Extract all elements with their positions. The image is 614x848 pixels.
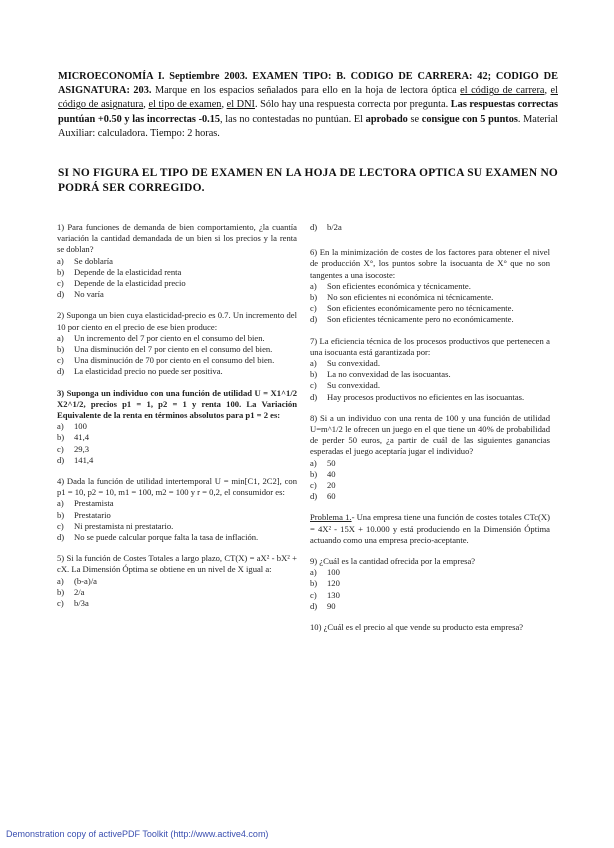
option-d <box>310 491 550 502</box>
warning-notice: SI NO FIGURA EL TIPO DE EXAMEN EN LA HOJA DE LECTORA OPTICA SU EXAMEN NO PODRÁ SER CORREGIDO. <box>58 167 558 194</box>
option-c <box>310 480 550 491</box>
option-text: 90 <box>327 600 336 611</box>
option-d <box>57 366 297 377</box>
header-tipo-examen: el tipo de examen <box>148 99 222 111</box>
question-text: 3) Suponga un individuo con una función de utilidad U = X1^1/2 X2^1/2, precios p1 = 1, p2 = 1 y renta 100. La Variación Equivalente de la renta en términos absolutos para p1 = 2 es: <box>57 387 297 421</box>
option-text: Son eficientes económica y técnicamente. <box>327 280 471 291</box>
option-text: Son eficientes económicamente pero no técnicamente. <box>327 303 514 314</box>
option-text: 2/a <box>74 586 85 597</box>
option-text: Un incremento del 7 por ciento en el consumo del bien. <box>74 332 265 343</box>
option-text: 20 <box>327 480 336 491</box>
option-text: La elasticidad precio no puede ser positiva. <box>74 366 223 377</box>
option-label: a) <box>57 575 64 586</box>
option-text: No varía <box>74 289 104 300</box>
problem-title: Problema 1. <box>310 512 352 523</box>
option-b <box>57 587 297 598</box>
option-label: c) <box>310 380 317 391</box>
option-b <box>57 510 297 521</box>
option-c <box>57 278 297 289</box>
option-label: b) <box>310 369 318 380</box>
option-text: Su convexidad. <box>327 358 380 369</box>
option-b <box>57 432 297 443</box>
option-a <box>57 421 297 432</box>
option-label: c) <box>57 278 64 289</box>
option-label: d) <box>310 314 318 325</box>
exam-header: MICROECONOMÍA I. Septiembre 2003. EXAMEN TIPO: B. CODIGO DE CARRERA: 42; CODIGO DE ASIGNATURA: 203. Marque en los espacios señalados para ello en la hoja de lectora óptica el código de carrera, el código de asignatura, el tipo de examen, el DNI. Sólo hay una respuesta correcta por pregunta. Las respuestas correctas puntúan +0.50 y las incorrectas -0.15, las no contestadas no puntúan. El aprobado se consigue con 5 puntos. Material Auxiliar: calculadora. Tiempo: 2 horas. <box>58 71 559 139</box>
option-d <box>310 601 550 612</box>
problem-1 <box>310 512 550 546</box>
option-text: Prestamista <box>74 498 114 509</box>
option-text: Se doblaría <box>74 255 113 266</box>
option-label: b) <box>57 509 65 520</box>
option-label: c) <box>310 480 317 491</box>
question-8 <box>310 413 550 503</box>
left-column <box>57 222 297 619</box>
question-text: 4) Dada la función de utilidad intertemporal U = min[C1, 2C2], con p1 = 10, p2 = 10, m1 = 100, m2 = 100 y r = 0,2, el consumidor es: <box>57 476 297 498</box>
question-5 <box>57 553 297 609</box>
option-label: d) <box>310 491 318 502</box>
option-text: Su convexidad. <box>327 380 380 391</box>
option-label: c) <box>57 598 64 609</box>
option-label: d) <box>57 289 65 300</box>
option-text: 100 <box>327 567 340 578</box>
option-label: a) <box>57 255 64 266</box>
option-c <box>310 590 550 601</box>
option-label: c) <box>310 303 317 314</box>
option-text: 120 <box>327 578 340 589</box>
option-label: b) <box>57 586 65 597</box>
header-aprobado: aprobado <box>365 113 408 125</box>
header-pass-mark: consigue con 5 puntos <box>421 113 518 125</box>
question-1 <box>57 222 297 300</box>
option-text: b/2a <box>327 222 342 232</box>
option-b <box>310 292 550 303</box>
option-label: c) <box>57 443 64 454</box>
question-text: 5) Si la función de Costes Totales a largo plazo, CT(X) = aX² - bX² + cX. La Dimensión Óptima se obtiene en un nivel de X igual a: <box>57 553 297 575</box>
option-a <box>310 458 550 469</box>
option-b <box>310 469 550 480</box>
option-b <box>57 267 297 278</box>
option-c <box>57 598 297 609</box>
option-c <box>57 521 297 532</box>
option-label: a) <box>310 358 317 369</box>
option-label: c) <box>57 355 64 366</box>
option-d <box>310 222 550 233</box>
option-text: 41,4 <box>74 432 90 443</box>
option-label: b) <box>310 578 318 589</box>
option-d <box>57 455 297 466</box>
question-2 <box>57 310 297 377</box>
option-label: b) <box>57 266 65 277</box>
question-text: 7) La eficiencia técnica de los procesos productivos que pertenecen a una isocuanta está garantizada por: <box>310 335 550 357</box>
option-text: Ni prestamista ni prestatario. <box>74 520 174 531</box>
option-label: a) <box>310 457 317 468</box>
option-text: No son eficientes ni económica ni técnicamente. <box>327 292 494 303</box>
question-4 <box>57 476 297 543</box>
option-text: Una disminución de 70 por ciento en el consumo del bien. <box>74 355 275 366</box>
demo-watermark: Demonstration copy of activePDF Toolkit (http://www.active4.com) <box>6 829 269 839</box>
option-label: c) <box>57 520 64 531</box>
question-text: 8) Si a un individuo con una renta de 100 y una función de utilidad U=m^1/2 le ofrecen un juego en el que tiene un 40% de probabilidad de perder 50 euros, ¿a partir de cuál de las siguientes ganancias esperadas el juego aceptaría jugar el individuo? <box>310 412 550 457</box>
option-a <box>57 498 297 509</box>
option-a <box>310 358 550 369</box>
option-a <box>310 281 550 292</box>
header-one-answer: Sólo hay una respuesta correcta por pregunta. <box>260 99 449 111</box>
option-d <box>310 314 550 325</box>
option-label: d) <box>57 532 65 543</box>
option-b <box>310 369 550 380</box>
option-text: Son eficientes técnicamente pero no económicamente. <box>327 314 514 325</box>
option-text: La no convexidad de las isocuantas. <box>327 369 451 380</box>
question-7 <box>310 336 550 403</box>
problem-text <box>310 512 550 546</box>
header-scoring: Las respuestas correctas puntúan +0.50 y las incorrectas -0.15 <box>58 99 558 125</box>
question-10 <box>310 622 550 633</box>
header-code-carrera: el código de carrera <box>460 85 545 97</box>
option-text: Prestatario <box>74 509 111 520</box>
problem-statement: - Una empresa tiene una función de costes totales CTc(X) = 4X² - 15X + 10.000 y está produciendo en la Dimensión Óptima actuando como una empresa precio-aceptante. <box>310 512 550 545</box>
option-label: d) <box>310 391 318 402</box>
option-d <box>57 289 297 300</box>
option-text: No se puede calcular porque falta la tasa de inflación. <box>74 532 259 543</box>
header-title: MICROECONOMÍA I. Septiembre 2003. EXAMEN TIPO: B. CODIGO DE CARRERA: 42; CODIGO DE ASIGNATURA: 203. <box>58 71 558 97</box>
option-text: Una disminución del 7 por ciento en el consumo del bien. <box>74 344 273 355</box>
question-text: 2) Suponga un bien cuya elasticidad-precio es 0.7. Un incremento del 10 por ciento en el precio de ese bien produce: <box>57 310 297 332</box>
header-instructions: Marque en los espacios señalados para ello en la hoja de lectora óptica <box>154 85 457 97</box>
option-label: d) <box>310 222 318 232</box>
option-a <box>57 576 297 587</box>
option-text: (b-a)/a <box>74 575 97 586</box>
option-c <box>310 303 550 314</box>
option-label: b) <box>310 292 318 303</box>
option-text: Depende de la elasticidad renta <box>74 266 182 277</box>
option-b <box>57 344 297 355</box>
question-text: 6) En la minimización de costes de los factores para obtener el nivel de producción X°, los puntos sobre la isocuanta de X° que no son tangentes a una isocoste: <box>310 247 550 280</box>
option-label: d) <box>57 366 65 377</box>
option-label: b) <box>57 344 65 355</box>
option-d <box>310 392 550 403</box>
option-text: 40 <box>327 468 336 479</box>
option-label: a) <box>57 332 64 343</box>
question-5-continued <box>310 222 550 233</box>
option-label: a) <box>57 421 64 432</box>
header-se: se <box>410 113 420 125</box>
option-label: a) <box>310 280 317 291</box>
option-label: d) <box>310 600 318 611</box>
option-label: a) <box>57 498 64 509</box>
header-no-answer: , las no contestadas no puntúan. El <box>220 113 363 125</box>
question-9 <box>310 556 550 612</box>
question-6 <box>310 247 550 325</box>
option-label: c) <box>310 589 317 600</box>
option-text: 50 <box>327 457 336 468</box>
question-text: 1) Para funciones de demanda de bien comportamiento, ¿la cuantía variación la cantidad demandada de un bien si los precios y la renta se doblan? <box>57 222 297 255</box>
header-dni: el DNI <box>226 99 255 111</box>
option-c <box>57 444 297 455</box>
question-text: 10) ¿Cuál es el precio al que vende su producto esta empresa? <box>310 622 524 633</box>
option-label: a) <box>310 567 317 578</box>
option-c <box>310 380 550 391</box>
header-code-asignatura: el código de asignatura <box>58 85 558 111</box>
option-text: 141,4 <box>74 454 94 465</box>
option-c <box>57 355 297 366</box>
option-label: b) <box>310 468 318 479</box>
option-text: 60 <box>327 491 336 502</box>
option-label: d) <box>57 454 65 465</box>
question-3 <box>57 388 297 466</box>
option-label: b) <box>57 432 65 443</box>
option-d <box>57 532 297 543</box>
right-column <box>310 222 550 643</box>
option-text: Depende de la elasticidad precio <box>74 278 186 289</box>
option-a <box>57 333 297 344</box>
option-text: 130 <box>327 589 340 600</box>
question-text: 9) ¿Cuál es la cantidad ofrecida por la empresa? <box>310 556 476 567</box>
option-a <box>57 256 297 267</box>
header-materials: . Material Auxiliar: calculadora. Tiempo: 2 horas. <box>58 113 559 139</box>
option-text: 29,3 <box>74 443 90 454</box>
option-text: Hay procesos productivos no eficientes en las isocuantas. <box>327 391 525 402</box>
option-text: 100 <box>74 421 87 432</box>
option-a <box>310 567 550 578</box>
option-b <box>310 578 550 589</box>
option-text: b/3a <box>74 598 89 609</box>
